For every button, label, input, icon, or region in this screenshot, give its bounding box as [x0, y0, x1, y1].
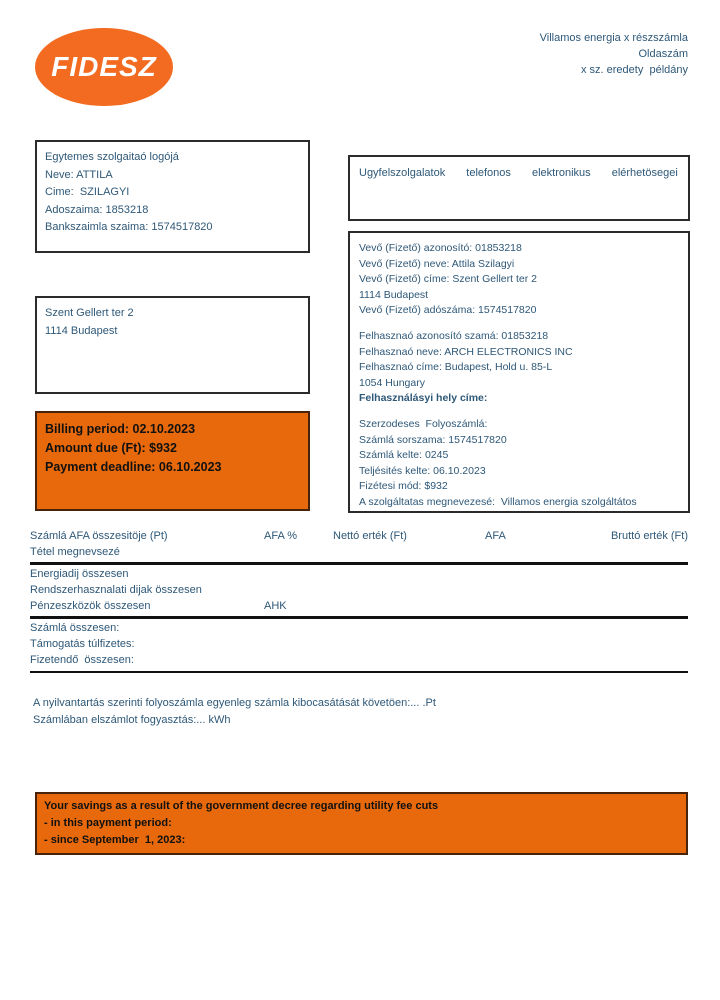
total-row [30, 620, 688, 636]
fidesz-logo [35, 28, 173, 106]
balance-note: A nyilvantartás szerinti folyoszámla egyenleg számla kibocasátását követöen:... .Pt [33, 697, 436, 709]
spacer [359, 407, 679, 417]
consumption-note: Számlában elszámlot fogyasztás:... kWh [33, 713, 231, 726]
savings-item-since: - since September 1, 2023: [44, 834, 186, 846]
provider-line: Egytemes szolgaitaó logójá [45, 151, 179, 163]
table-subheader-row [30, 544, 688, 560]
usage-place-label: Felhasználásyi hely címe: [359, 392, 488, 405]
copy-label: x sz. eredety példány [580, 64, 688, 76]
total-label: Számlá összesen: [30, 622, 120, 634]
service-name: A szolgáltatas megnevezesé: Villamos energia szolgáltátos [359, 495, 637, 508]
address-city: 1114 Budapest [45, 324, 118, 337]
row-label: Rendszerhasznalati dijak összesen [30, 584, 202, 596]
table-row [30, 598, 688, 614]
notes-section [33, 695, 436, 728]
provider-address: Cime: SZILAGYI [45, 186, 130, 198]
col-header-vat: AFA [485, 530, 506, 542]
payment-deadline: Payment deadline: 06.10.2023 [45, 460, 222, 474]
item-name-header: Tétel megnevsezé [30, 546, 120, 558]
row-label: Pénzeszközök összesen [30, 600, 151, 612]
total-row [30, 652, 688, 668]
contract-account-label: Szerzodeses Folyoszámlá: [359, 417, 488, 430]
invoice-date: Számlá kelte: 0245 [359, 449, 449, 462]
buyer-tax-number: Vevő (Fizető) adószáma: 1574517820 [359, 304, 537, 317]
user-id: Felhasznaó azonosító szamá: 01853218 [359, 329, 549, 342]
fidesz-logo-text: FIDESZ [51, 51, 157, 82]
amount-due: Amount due (Ft): $932 [45, 441, 177, 455]
mailing-address-box [35, 296, 310, 394]
user-address: Felhasznaó címe: Budapest, Hold u. 85-L [359, 361, 553, 374]
provider-bank-account: Bankszaimla szaima: 1574517820 [45, 221, 213, 233]
total-label: Fizetendő összesen: [30, 654, 134, 666]
billing-summary-box [35, 411, 310, 511]
user-name: Felhasznaó neve: ARCH ELECTRONICS INC [359, 345, 573, 358]
col-header-gross-value: Bruttó erték (Ft) [610, 530, 688, 542]
row-label: Energiadij összesen [30, 568, 129, 580]
buyer-id: Vevő (Fizető) azonosító: 01853218 [359, 242, 522, 254]
page-number-label: Oldaszám [638, 48, 688, 60]
col-header-vat-percent: AFA % [264, 530, 298, 542]
doc-type-line: Villamos energia x részszámla [539, 32, 688, 44]
document-header [540, 30, 688, 78]
charges-table [30, 528, 688, 673]
customer-service-text: Ugyfelszolgalatok telefonos elektronikus elérhetösegei [359, 167, 678, 179]
billing-period: Billing period: 02.10.2023 [45, 422, 196, 436]
buyer-address: Vevő (Fizető) címe: Szent Gellert ter 2 [359, 273, 537, 286]
col-header-net-value: Nettó erték (Ft) [333, 530, 407, 542]
fulfillment-date: Teljésités kelte: 06.10.2023 [359, 464, 486, 477]
table-header-row [30, 528, 688, 544]
table-row [30, 582, 688, 598]
savings-item-period: - in this payment period: [44, 817, 172, 829]
savings-title: Your savings as a result of the government decree regarding utility fee cuts [44, 800, 439, 812]
table-divider [30, 562, 688, 565]
savings-box [35, 792, 688, 855]
provider-tax-number: Adoszaima: 1853218 [45, 203, 149, 216]
col-header-summary: Számlá AFA összesitöje (Pt) [30, 530, 168, 542]
table-row [30, 566, 688, 582]
table-bottom-rule [30, 671, 688, 673]
provider-name: Neve: ATTILA [45, 168, 113, 181]
spacer [359, 319, 679, 329]
buyer-name: Vevő (Fizető) neve: Attila Szilagyi [359, 257, 515, 270]
invoice-serial-number: Számlá sorszama: 1574517820 [359, 433, 507, 446]
row-vat-percent: AHK [264, 600, 287, 612]
address-street: Szent Gellert ter 2 [45, 307, 134, 319]
payment-method: Fizétesi mód: $932 [359, 480, 448, 493]
total-label: Támogatás túlfizetes: [30, 638, 135, 650]
buyer-city: 1114 Budapest [359, 288, 429, 301]
provider-info-box [35, 140, 310, 253]
user-country: 1054 Hungary [359, 376, 425, 389]
total-row [30, 636, 688, 652]
customer-details-box [348, 231, 690, 513]
customer-service-box [348, 155, 690, 221]
table-divider [30, 616, 688, 619]
